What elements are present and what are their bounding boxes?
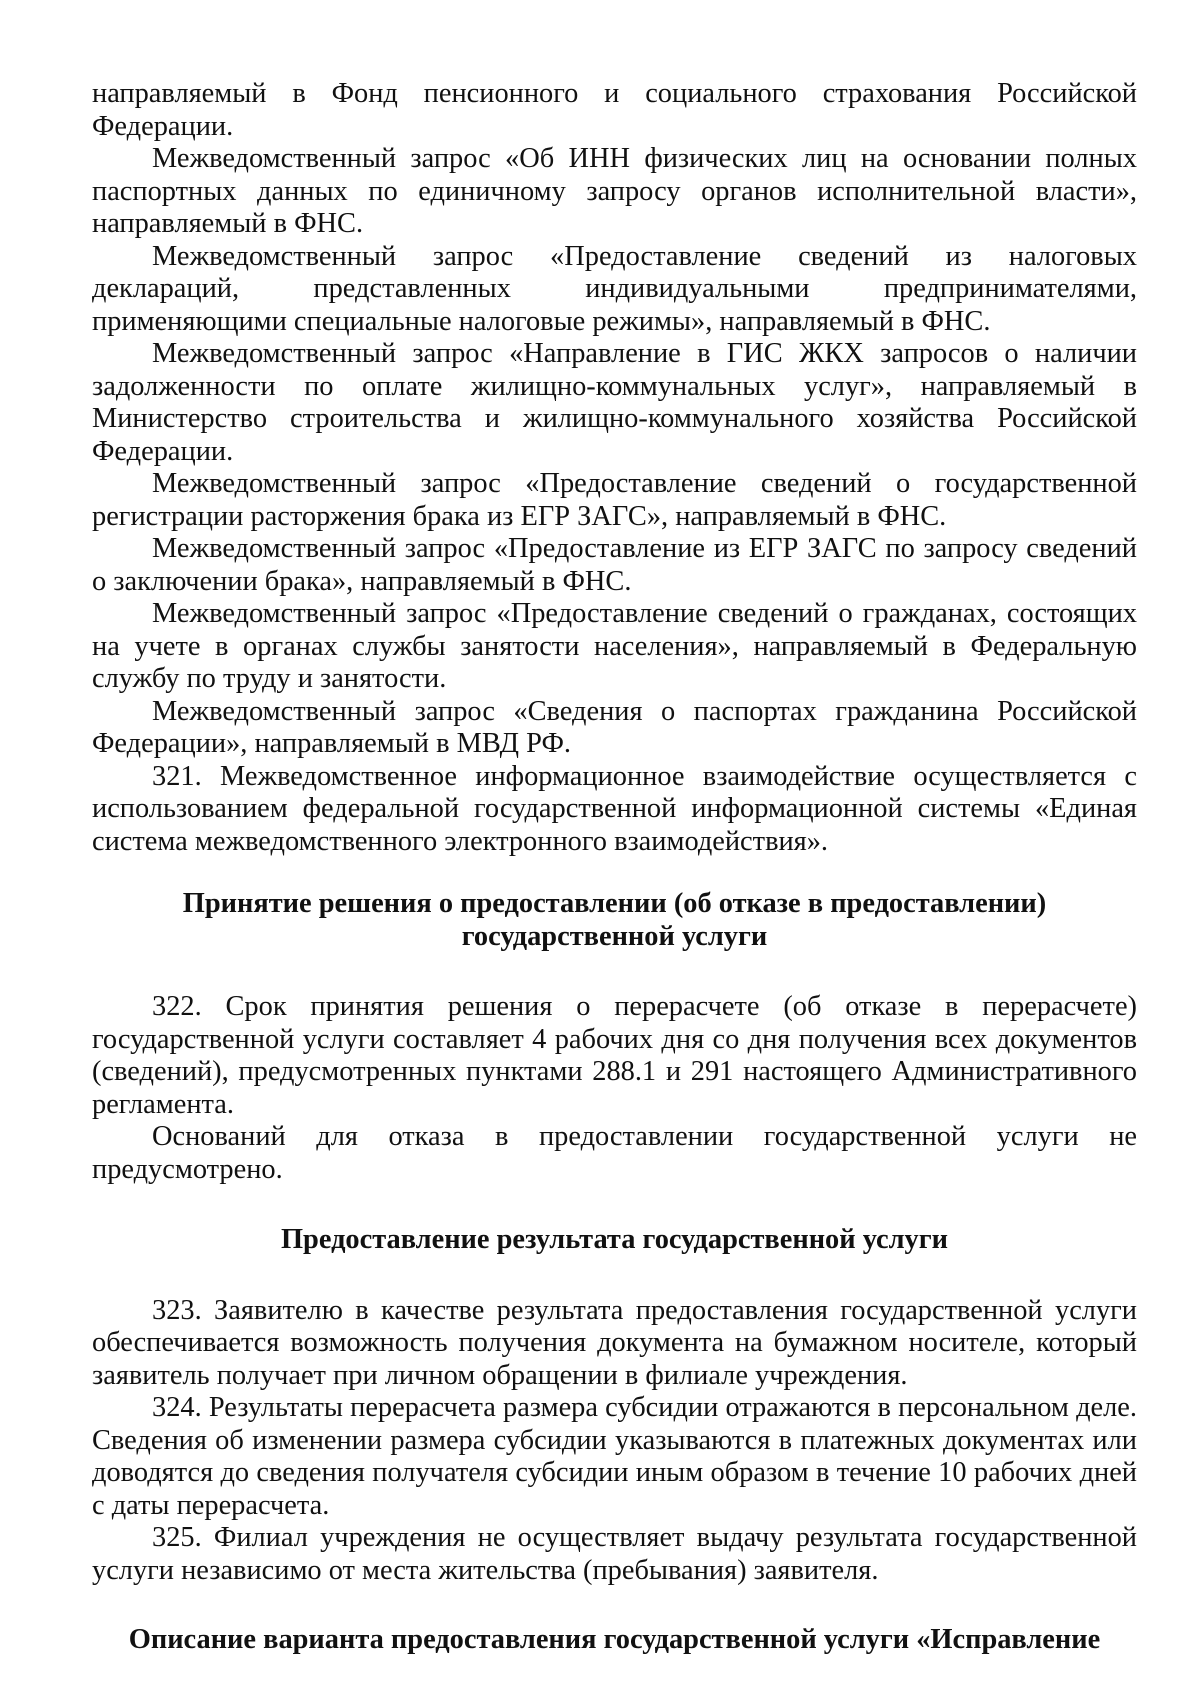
section-heading-variant: Описание варианта предоставления государственной услуги «Исправление: [128, 1624, 1101, 1655]
paragraph-request-marriage: Межведомственный запрос «Предоставление из ЕГР ЗАГС по запросу сведений о заключении брака», направляемый в ФНС.: [92, 533, 1137, 597]
section-heading-decision-line-2: государственной услуги: [461, 920, 768, 952]
paragraph-request-divorce: Межведомственный запрос «Предоставление сведений о государственной регистрации расторжения брака из ЕГР ЗАГС», направляемый в ФНС.: [92, 468, 1137, 532]
paragraph-request-employment: Межведомственный запрос «Предоставление сведений о гражданах, состоящих на учете в органах службы занятости населения», направляемый в Федеральную службу по труду и занятости.: [92, 598, 1137, 694]
paragraph-request-inn: Межведомственный запрос «Об ИНН физических лиц на основании полных паспортных данных по единичному запросу органов исполнительной власти», направляемый в ФНС.: [92, 143, 1137, 239]
section-heading-result: Предоставление результата государственной услуги: [280, 1224, 949, 1255]
paragraph-323: 323. Заявителю в качестве результата предоставления государственной услуги обеспечивается возможность получения документа на бумажном носителе, который заявитель получает при личном обращении в филиале учреждения.: [92, 1294, 1137, 1391]
paragraph-request-passport: Межведомственный запрос «Сведения о паспортах гражданина Российской Федерации», направляемый в МВД РФ.: [92, 695, 1137, 759]
section-heading-decision-line-1: Принятие решения о предоставлении (об отказе в предоставлении): [182, 888, 1047, 919]
document-body: [92, 78, 1137, 1657]
paragraph-no-refusal-grounds: Оснований для отказа в предоставлении государственной услуги не предусмотрено.: [92, 1121, 1137, 1185]
paragraph-325: 325. Филиал учреждения не осуществляет выдачу результата государственной услуги независимо от места жительства (пребывания) заявителя.: [92, 1522, 1137, 1586]
paragraph-continuation: направляемый в Фонд пенсионного и социального страхования Российской Федерации.: [92, 78, 1137, 142]
paragraph-324: 324. Результаты перерасчета размера субсидии отражаются в персональном деле. Сведения об изменении размера субсидии указываются в платежных документах или доводятся до сведения получателя субсидии иным образом в течение 10 рабочих дней с даты перерасчета.: [92, 1392, 1137, 1521]
paragraph-321: 321. Межведомственное информационное взаимодействие осуществляется с использованием федеральной государственной информационной системы «Единая система межведомственного электронного взаимодействия».: [92, 760, 1137, 857]
section-heading-decision: [92, 888, 1137, 953]
paragraph-request-gis-zhkh: Межведомственный запрос «Направление в ГИС ЖКХ запросов о наличии задолженности по оплате жилищно-коммунальных услуг», направляемый в Министерство строительства и жилищно-коммунального хозяйства Российской Федерации.: [92, 338, 1137, 467]
paragraph-request-tax-declarations: Межведомственный запрос «Предоставление сведений из налоговых деклараций, представленных индивидуальными предпринимателями, применяющими специальные налоговые режимы», направляемый в ФНС.: [92, 240, 1137, 337]
paragraph-322: 322. Срок принятия решения о перерасчете (об отказе в перерасчете) государственной услуги составляет 4 рабочих дня со дня получения всех документов (сведений), предусмотренных пунктами 288.1 и 291 настоящего Административного регламента.: [92, 991, 1137, 1120]
